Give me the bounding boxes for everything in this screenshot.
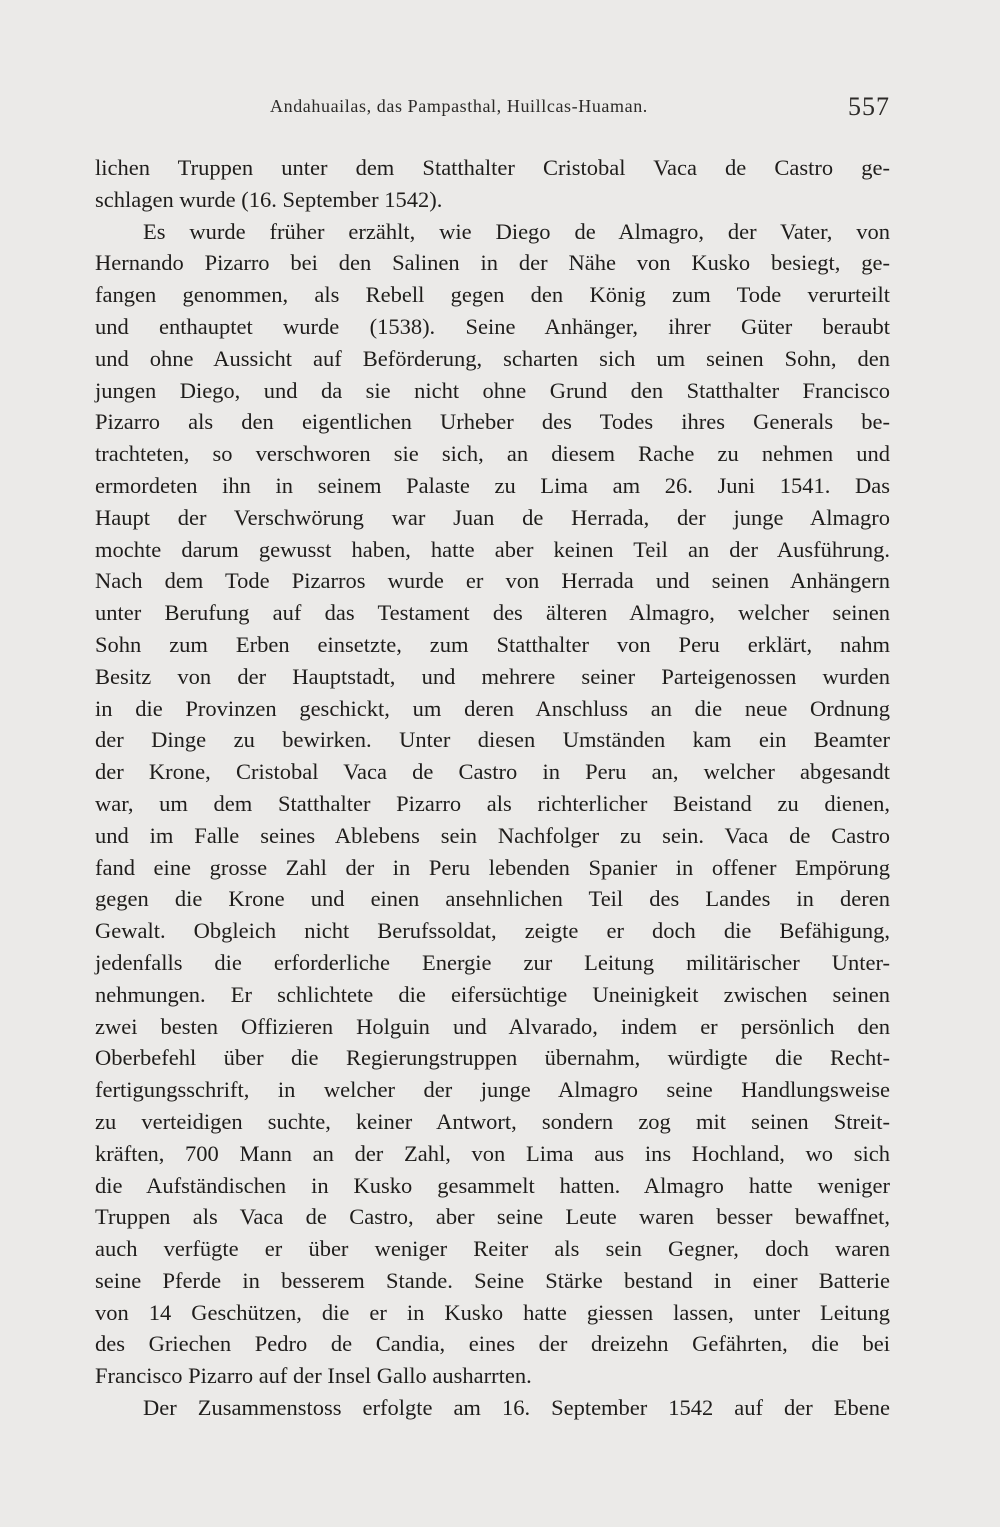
text-line: auch verfügte er über weniger Reiter als sein Gegner, doch waren [95, 1236, 890, 1262]
text-line: der Krone, Cristobal Vaca de Castro in Peru an, welcher abgesandt [95, 759, 890, 785]
text-line: kräften, 700 Mann an der Zahl, von Lima aus ins Hochland, wo sich [95, 1140, 890, 1166]
text-line: die Aufständischen in Kusko gesammelt hatten. Almagro hatte weniger [95, 1172, 890, 1198]
text-line: Sohn zum Erben einsetzte, zum Statthalter von Peru erklärt, nahm [95, 631, 890, 657]
body-text [95, 152, 890, 1424]
text-line: trachteten, so verschworen sie sich, an diesem Rache zu nehmen und [95, 441, 890, 467]
text-line: Pizarro als den eigentlichen Urheber des Todes ihres Generals be- [95, 409, 890, 435]
text-line: war, um dem Statthalter Pizarro als richterlicher Beistand zu dienen, [95, 790, 890, 816]
text-line: schlagen wurde (16. September 1542). [95, 186, 443, 212]
text-line: Hernando Pizarro bei den Salinen in der Nähe von Kusko besiegt, ge- [95, 250, 890, 276]
text-line: nehmungen. Er schlichtete die eifersüchtige Uneinigkeit zwischen seinen [95, 981, 890, 1007]
text-line: jedenfalls die erforderliche Energie zur Leitung militärischer Unter- [95, 949, 890, 975]
text-line: Francisco Pizarro auf der Insel Gallo ausharrten. [95, 1363, 532, 1389]
text-line: Der Zusammenstoss erfolgte am 16. September 1542 auf der Ebene [143, 1395, 890, 1421]
text-line: Truppen als Vaca de Castro, aber seine Leute waren besser bewaffnet, [95, 1204, 890, 1230]
text-line: und im Falle seines Ablebens sein Nachfolger zu sein. Vaca de Castro [95, 822, 890, 848]
text-line: und ohne Aussicht auf Beförderung, scharten sich um seinen Sohn, den [95, 345, 890, 371]
page-number: 557 [848, 92, 890, 121]
text-line: von 14 Geschützen, die er in Kusko hatte giessen lassen, unter Leitung [95, 1299, 890, 1325]
text-line: mochte darum gewusst haben, hatte aber keinen Teil an der Ausführung. [95, 536, 890, 562]
text-line: Oberbefehl über die Regierungstruppen übernahm, würdigte die Recht- [95, 1045, 890, 1071]
text-line: lichen Truppen unter dem Statthalter Cristobal Vaca de Castro ge- [95, 155, 890, 180]
text-line: Haupt der Verschwörung war Juan de Herrada, der junge Almagro [95, 504, 890, 530]
text-line: fertigungsschrift, in welcher der junge Almagro seine Handlungsweise [95, 1077, 890, 1103]
text-line: zwei besten Offizieren Holguin und Alvarado, indem er persönlich den [95, 1013, 890, 1039]
text-line: jungen Diego, und da sie nicht ohne Grund den Statthalter Francisco [95, 377, 890, 403]
text-line: Gewalt. Obgleich nicht Berufssoldat, zeigte er doch die Befähigung, [95, 918, 890, 944]
text-line: Es wurde früher erzählt, wie Diego de Almagro, der Vater, von [143, 218, 890, 244]
text-line: und enthauptet wurde (1538). Seine Anhänger, ihrer Güter beraubt [95, 313, 890, 339]
running-head [95, 92, 890, 132]
text-line: des Griechen Pedro de Candia, eines der dreizehn Gefährten, die bei [95, 1331, 890, 1357]
text-line: Besitz von der Hauptstadt, und mehrere seiner Parteigenossen wurden [95, 663, 890, 689]
text-line: ermordeten ihn in seinem Palaste zu Lima am 26. Juni 1541. Das [95, 472, 890, 498]
text-line: Nach dem Tode Pizarros wurde er von Herrada und seinen Anhängern [95, 568, 890, 594]
text-line: fand eine grosse Zahl der in Peru lebenden Spanier in offener Empörung [95, 854, 890, 880]
text-line: unter Berufung auf das Testament des älteren Almagro, welcher seinen [95, 600, 890, 626]
running-title: Andahuailas, das Pampasthal, Huillcas-Huaman. [270, 96, 648, 116]
text-line: zu verteidigen suchte, keiner Antwort, sondern zog mit seinen Streit- [95, 1108, 890, 1134]
text-line: seine Pferde in besserem Stande. Seine Stärke bestand in einer Batterie [95, 1267, 890, 1293]
text-line: fangen genommen, als Rebell gegen den König zum Tode verurteilt [95, 282, 890, 308]
text-line: gegen die Krone und einen ansehnlichen Teil des Landes in deren [95, 886, 890, 912]
text-line: in die Provinzen geschickt, um deren Anschluss an die neue Ordnung [95, 695, 890, 721]
text-line: der Dinge zu bewirken. Unter diesen Umständen kam ein Beamter [95, 727, 890, 753]
